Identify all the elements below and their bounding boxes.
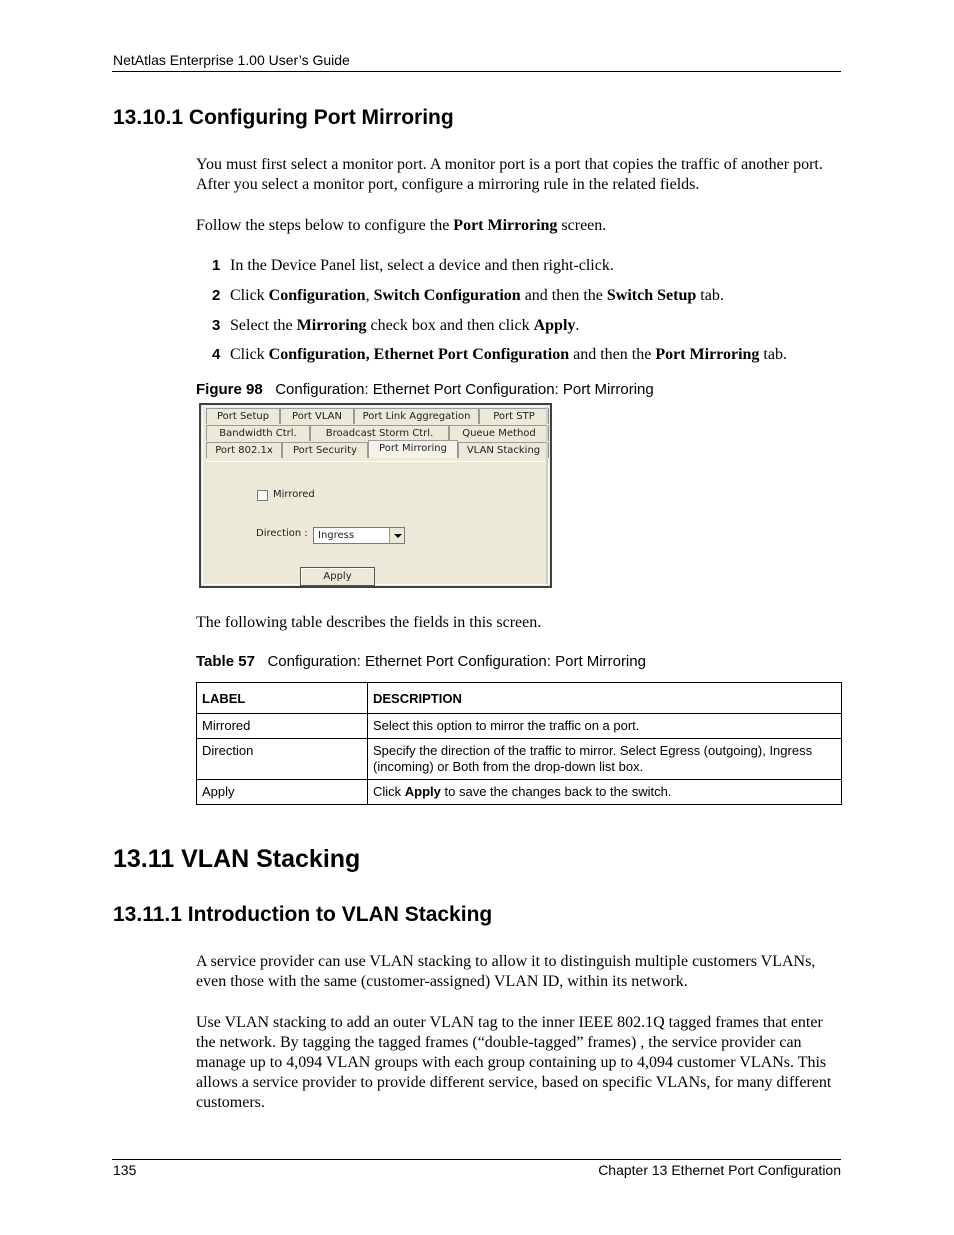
step-plain-text: .	[575, 317, 580, 334]
port-mirroring-screenshot	[199, 403, 552, 588]
running-header: NetAtlas Enterprise 1.00 User’s Guide	[113, 52, 350, 68]
tab-port-setup[interactable]: Port Setup	[206, 408, 280, 424]
tab-broadcast-storm-ctrl[interactable]: Broadcast Storm Ctrl.	[310, 425, 449, 441]
column-header-description: DESCRIPTION	[368, 683, 842, 714]
tab-port-security[interactable]: Port Security	[282, 442, 368, 458]
tab-port-mirroring[interactable]: Port Mirroring	[368, 440, 458, 458]
paragraph-vlan-intro: A service provider can use VLAN stacking to allow it to distinguish multiple customers VLANs, even those with the same (customer-assigned) VLAN ID, within its network.	[196, 953, 816, 990]
desc-text-end: to save the changes back to the switch.	[440, 784, 672, 799]
step-bold-text: Mirroring	[296, 317, 367, 334]
figure-caption	[196, 381, 654, 398]
tab-port-802-1x[interactable]: Port 802.1x	[206, 442, 282, 458]
step-number: 3	[212, 317, 221, 334]
step-plain-text: ,	[365, 287, 374, 304]
step-text	[230, 345, 787, 365]
row-description	[368, 780, 842, 805]
chapter-title: Chapter 13 Ethernet Port Configuration	[598, 1162, 841, 1178]
direction-label: Direction :	[256, 528, 308, 539]
step-text	[230, 286, 724, 306]
step-bold-text: Switch Setup	[606, 287, 697, 304]
section-heading-13-11: 13.11 VLAN Stacking	[113, 845, 361, 873]
follow-steps-text-end: screen.	[557, 217, 607, 234]
table-header-row	[197, 683, 842, 714]
screenshot-panel	[202, 406, 549, 585]
row-label: Mirrored	[197, 714, 368, 739]
figure-caption-text: Configuration: Ethernet Port Configuration: Port Mirroring	[275, 381, 654, 398]
section-heading-13-11-1: 13.11.1 Introduction to VLAN Stacking	[113, 903, 493, 926]
desc-text: Specify the direction of the traffic to mirror. Select Egress (outgoing), Ingress (incoming) or Both from the drop-down list box.	[373, 743, 813, 774]
row-label: Direction	[197, 739, 368, 780]
table-label: Table 57	[196, 653, 255, 670]
paragraph-vlan-detail: Use VLAN stacking to add an outer VLAN tag to the inner IEEE 802.1Q tagged frames that enter the network. By tagging the tagged frames (“double-tagged” frames) , the service provider can manage up to 4,094 VLAN groups with each group containing up to 4,094 customer VLANs. This allows a service provider to provide different service, based on specific VLANs, for many different customers.	[196, 1014, 832, 1111]
direction-select[interactable]	[313, 527, 405, 544]
step-bold-text: Port Mirroring	[655, 346, 760, 363]
footer-rule	[112, 1159, 841, 1160]
follow-steps-text: Follow the steps below to configure the	[196, 217, 454, 234]
table-caption-text: Configuration: Ethernet Port Configuration: Port Mirroring	[267, 653, 646, 670]
panel-edge	[546, 407, 548, 584]
table-intro: The following table describes the fields in this screen.	[196, 614, 542, 631]
step-bold-text: Configuration, Ethernet Port Configuration	[268, 346, 570, 363]
step-bold-text: Apply	[533, 317, 576, 334]
figure-label: Figure 98	[196, 381, 263, 398]
step-plain-text: Select the	[230, 317, 297, 334]
follow-steps-bold: Port Mirroring	[453, 217, 558, 234]
step-plain-text: Click	[230, 346, 269, 363]
column-header-label: LABEL	[197, 683, 368, 714]
step-text	[230, 256, 614, 276]
tab-row-3	[206, 442, 549, 458]
tab-port-stp[interactable]: Port STP	[479, 408, 549, 424]
tab-port-vlan[interactable]: Port VLAN	[280, 408, 354, 424]
step-plain-text: and then the	[569, 346, 656, 363]
step-plain-text: and then the	[520, 287, 607, 304]
fields-table	[196, 682, 842, 805]
row-description	[368, 739, 842, 780]
step-plain-text: tab.	[759, 346, 787, 363]
step-plain-text: Click	[230, 287, 269, 304]
direction-value: Ingress	[318, 530, 355, 541]
step-plain-text: tab.	[696, 287, 724, 304]
paragraph-follow-steps	[196, 216, 844, 236]
step-number: 1	[212, 257, 221, 274]
desc-text: Select this option to mirror the traffic on a port.	[373, 718, 640, 733]
chevron-down-icon[interactable]	[389, 528, 404, 543]
tab-queue-method[interactable]: Queue Method	[449, 425, 549, 441]
row-description	[368, 714, 842, 739]
section-heading-13-10-1: 13.10.1 Configuring Port Mirroring	[113, 106, 454, 129]
tab-vlan-stacking[interactable]: VLAN Stacking	[458, 442, 549, 458]
step-number: 4	[212, 346, 221, 363]
paragraph-monitor-port: You must first select a monitor port. A monitor port is a port that copies the traffic of another port. After you select a monitor port, configure a mirroring rule in the related fields.	[196, 156, 823, 193]
step-plain-text: check box and then click	[366, 317, 534, 334]
step-number: 2	[212, 287, 221, 304]
step-plain-text: In the Device Panel list, select a device and then right-click.	[230, 257, 614, 274]
page-number: 135	[113, 1162, 137, 1178]
step-bold-text: Configuration	[268, 287, 366, 304]
tab-row-1	[206, 408, 549, 424]
apply-button[interactable]: Apply	[300, 567, 375, 586]
tab-bandwidth-ctrl[interactable]: Bandwidth Ctrl.	[206, 425, 310, 441]
mirrored-label: Mirrored	[273, 489, 315, 500]
mirrored-checkbox[interactable]	[257, 490, 268, 501]
desc-bold: Apply	[404, 784, 441, 799]
desc-text: Click	[373, 784, 405, 799]
tab-row-2	[206, 425, 549, 441]
step-bold-text: Switch Configuration	[373, 287, 521, 304]
table-row	[197, 739, 842, 780]
step-text	[230, 316, 579, 336]
tab-port-link-aggregation[interactable]: Port Link Aggregation	[354, 408, 479, 424]
table-row	[197, 714, 842, 739]
header-rule	[112, 71, 841, 72]
row-label: Apply	[197, 780, 368, 805]
table-row	[197, 780, 842, 805]
table-caption	[196, 653, 646, 670]
tab-panel-border	[206, 461, 545, 462]
